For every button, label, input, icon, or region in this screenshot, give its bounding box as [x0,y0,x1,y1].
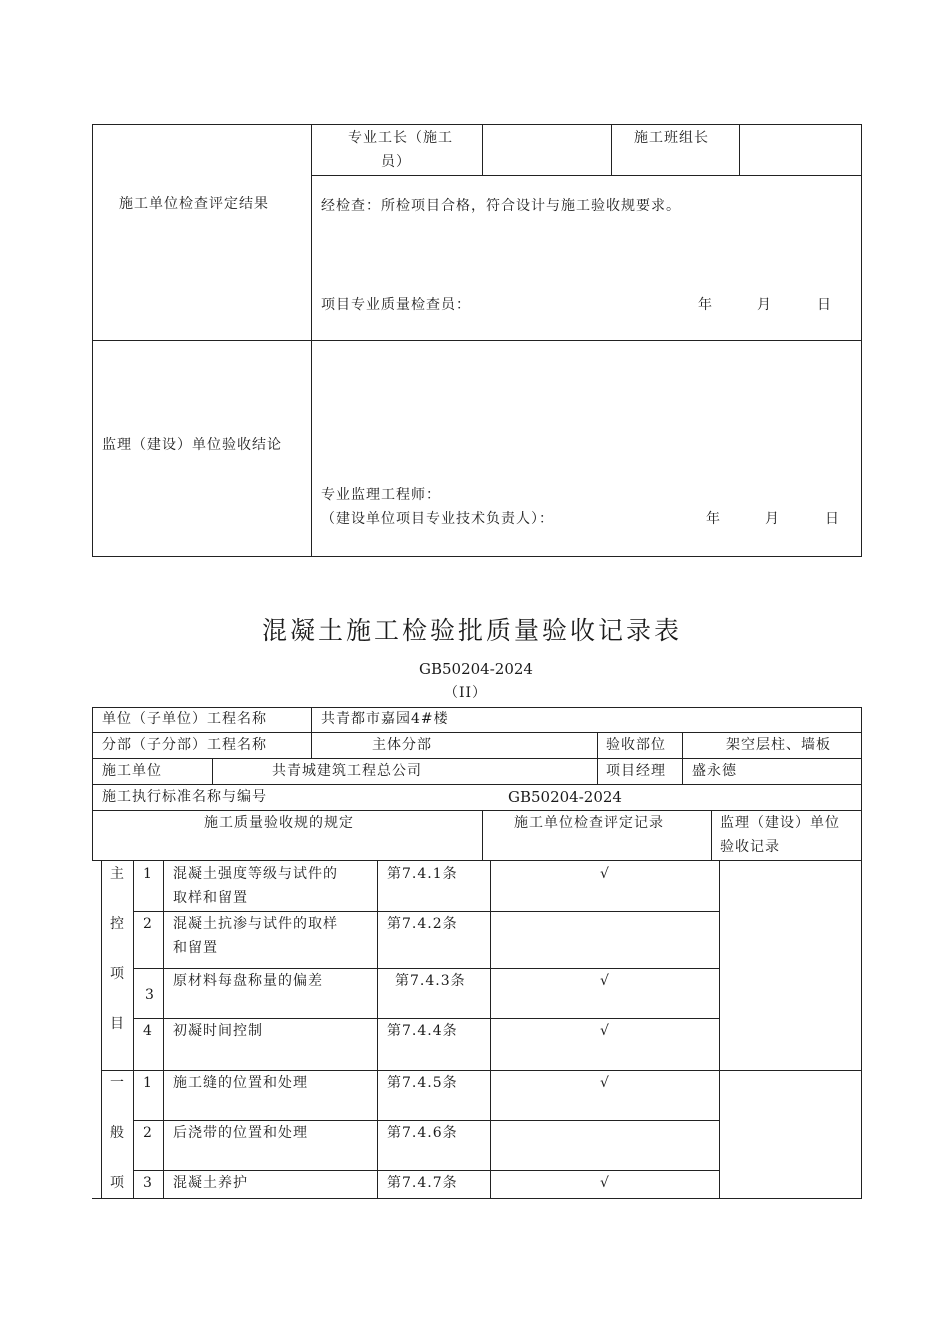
owner-rep-label: （建设单位项目专业技术负责人）： [321,511,554,527]
main-item-no: 1 [143,866,153,882]
inspector-date-month: 月 [757,297,772,313]
acceptance-part-label: 验收部位 [606,737,666,753]
project-name-value: 共青都市嘉园4#楼 [321,711,449,727]
header-row-line-2 [92,758,862,759]
standard-label: 施工执行标准名称与编号 [102,789,267,805]
main-item-name: 混凝土抗渗与试件的取样 [173,916,338,932]
signoff-row-divider-top [311,175,862,176]
signoff-team-value-divider [739,124,740,175]
general-group-char: 项 [110,1175,125,1191]
form-standard: GB50204-2024 [419,660,533,678]
main-item-name-cont: 和留置 [173,940,218,956]
main-item-no: 2 [143,916,153,932]
general-item-no: 2 [143,1125,153,1141]
general-item-name: 混凝土养护 [173,1175,248,1191]
general-item-clause: 第7.4.7条 [387,1175,458,1191]
signoff-team-divider [611,124,612,175]
main-item-no: 4 [143,1023,153,1039]
supervisor-date-day: 日 [825,511,840,527]
subdivision-label: 分部（子分部）工程名称 [102,737,267,753]
supervisor-date-year: 年 [706,511,721,527]
acceptance-part-left-divider [597,732,598,784]
general-item-clause: 第7.4.6条 [387,1125,458,1141]
general-item-name: 后浇带的位置和处理 [173,1125,308,1141]
general-item-no: 3 [143,1175,153,1191]
contractor-label: 施工单位 [102,763,162,779]
subdivision-divider [311,732,312,758]
main-item-name: 原材料每盘称量的偏差 [173,973,323,989]
quality-inspector-label: 项目专业质量检查员： [321,297,471,313]
supervisor-label: 专业监理工程师： [321,487,441,503]
main-item-check: √ [600,1023,610,1039]
col-header-supervision-record-cont: 验收记录 [720,839,780,855]
main-item-check: √ [600,866,610,882]
grid-right-border [861,861,862,1198]
general-item-check: √ [600,1075,610,1091]
signoff-foreman-divider [482,124,483,175]
col-header-spec: 施工质量验收规的规定 [204,815,354,831]
acceptance-part-right-divider [682,732,683,784]
contractor-value: 共青城建筑工程总公司 [272,763,422,779]
supervision-conclusion-label: 监理（建设）单位验收结论 [102,437,282,453]
main-item-no: 3 [145,987,155,1003]
grid-bottom-border [92,1198,862,1199]
grid-record-divider [719,861,720,1198]
main-item-name-cont: 取样和留置 [173,890,248,906]
main-item-clause: 第7.4.2条 [387,916,458,932]
signoff-row-divider-mid [92,340,862,341]
general-group-char: 般 [110,1125,125,1141]
main-group-char: 主 [110,866,125,882]
main-item-name: 初凝时间控制 [173,1023,263,1039]
team-leader-label: 施工班组长 [634,130,709,146]
main-group-char: 控 [110,916,125,932]
acceptance-part-value: 架空层柱、墙板 [726,737,831,753]
manager-value: 盛永德 [692,763,737,779]
grid-left-border [101,861,102,1198]
main-item-name: 混凝土强度等级与试件的 [173,866,338,882]
col-header-contractor-record: 施工单位检查评定记录 [514,815,664,831]
main-group-char: 项 [110,966,125,982]
main-item-clause: 第7.4.1条 [387,866,458,882]
inspector-date-year: 年 [698,297,713,313]
contractor-divider [212,758,213,784]
form-title: 混凝土施工检验批质量验收记录表 [262,616,683,645]
foreman-label: 专业工长（施工 [348,130,453,146]
subdivision-value: 主体分部 [372,737,432,753]
main-item-clause: 第7.4.3条 [395,973,466,989]
main-item-clause: 第7.4.4条 [387,1023,458,1039]
main-item-check: √ [600,973,610,989]
inspection-statement: 经检查：所检项目合格，符合设计与施工验收规要求。 [321,198,681,214]
col-header-divider-1 [482,810,483,861]
project-name-divider [311,707,312,733]
project-name-label: 单位（子单位）工程名称 [102,711,267,727]
general-item-name: 施工缝的位置和处理 [173,1075,308,1091]
main-group-char: 目 [110,1016,125,1032]
foreman-label-cont: 员） [381,154,411,170]
col-header-divider-2 [711,810,712,861]
manager-label: 项目经理 [606,763,666,779]
general-item-clause: 第7.4.5条 [387,1075,458,1091]
standard-value: GB50204-2024 [508,788,622,806]
general-group-char: 一 [110,1075,125,1091]
general-item-no: 1 [143,1075,153,1091]
inspector-date-day: 日 [817,297,832,313]
general-item-check: √ [600,1175,610,1191]
supervisor-date-month: 月 [765,511,780,527]
col-header-supervision-record: 监理（建设）单位 [720,815,840,831]
form-section: （II） [444,685,488,701]
construction-result-label: 施工单位检查评定结果 [119,196,269,212]
